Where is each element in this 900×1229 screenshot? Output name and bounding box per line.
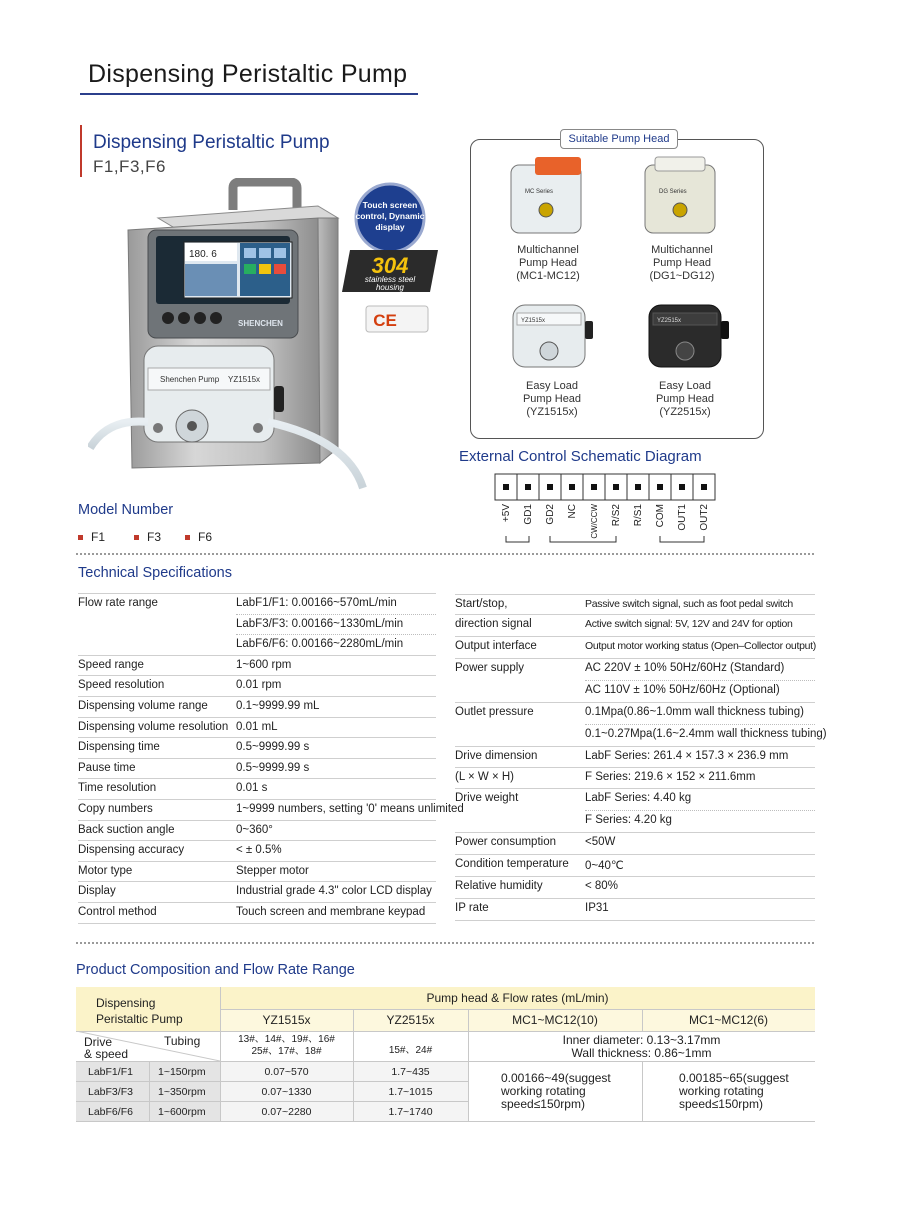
lcd-reading: 180. 6 [189, 249, 217, 260]
table-row-yz1515x: 0.07~1330 [261, 1086, 312, 1098]
spec-label: Drive weight [455, 792, 519, 804]
table-row-yz1515x: 0.07~570 [264, 1066, 309, 1078]
svg-text:YZ1515x: YZ1515x [521, 318, 546, 324]
table-row-drive: LabF1/F1 [88, 1066, 133, 1078]
row-divider [455, 658, 815, 659]
spec-label: Dispensing time [78, 741, 160, 754]
pin-label: R/S1 [633, 504, 644, 527]
model-item: F6 [185, 530, 212, 544]
spec-value: 1~600 rpm [236, 658, 292, 671]
row-divider [455, 767, 815, 768]
pin-label: OUT1 [677, 504, 688, 531]
tubing-label: Tubing [164, 1034, 201, 1048]
spec-value: 0~40℃ [585, 860, 624, 872]
spec-label: Output interface [455, 640, 537, 652]
pin-label: GD1 [523, 504, 534, 525]
spec-label: Dispensing volume range [78, 700, 208, 712]
spec-label: Condition temperature [455, 858, 569, 870]
product-models: F1,F3,F6 [93, 157, 166, 176]
tubing-mc: Inner diameter: 0.13~3.17mm Wall thickness: 0.86~1mm [562, 1033, 721, 1060]
spec-value: Passive switch signal, such as foot pedal switch [585, 598, 793, 610]
spec-value: Output motor working status (Open–Collector output) [585, 640, 816, 652]
table-row-yz2515x: 1.7~1740 [388, 1106, 433, 1118]
spec-value: < 80% [585, 880, 618, 892]
pin-label: GD2 [545, 504, 556, 525]
divider [76, 942, 814, 944]
page-title: Dispensing Peristaltic Pump [88, 60, 408, 88]
svg-text:housing: housing [375, 283, 405, 292]
yz2515x-pump-head-caption: Easy Load Pump Head (YZ2515x) [655, 380, 715, 418]
spec-value: 0.01 rpm [236, 679, 282, 692]
table-row-yz1515x: 0.07~2280 [261, 1106, 312, 1118]
pump-head-model: YZ1515x [228, 375, 261, 384]
row-divider [455, 614, 815, 615]
table-row-drive: LabF6/F6 [88, 1106, 133, 1118]
head-mc10: MC1~MC12(10) [512, 1013, 598, 1027]
row-divider [455, 594, 815, 595]
row-divider [455, 876, 815, 877]
spec-value: 0.01 s [236, 782, 268, 795]
tubing-yz1515x: 13#、14#、19#、16# 25#、17#、18# [238, 1034, 335, 1057]
corner-header: Dispensing Peristaltic Pump [96, 996, 183, 1026]
spec-label: Copy numbers [78, 803, 153, 815]
svg-text:Touch screen: Touch screen [362, 200, 418, 210]
yz1515x-pump-head-caption: Easy Load Pump Head (YZ1515x) [522, 380, 582, 418]
product-title: Dispensing Peristaltic Pump [93, 132, 330, 153]
brand-logo: SHENCHEN [238, 319, 283, 328]
suitable-pump-head-title: Suitable Pump Head [560, 129, 678, 149]
spec-label: (L × W × H) [455, 771, 514, 783]
head-yz2515x: YZ2515x [386, 1013, 435, 1027]
spec-value: < ± 0.5% [236, 844, 282, 857]
spec-value: AC 220V ± 10% 50Hz/60Hz (Standard) [585, 662, 785, 674]
spec-label: Outlet pressure [455, 706, 534, 718]
pin-label: OUT2 [699, 504, 710, 531]
row-divider [455, 636, 815, 637]
table-row-yz2515x: 1.7~435 [391, 1066, 430, 1078]
row-divider [585, 724, 815, 725]
svg-text:control, Dynamic: control, Dynamic [355, 211, 425, 221]
spec-value: 0.1Mpa(0.86~1.0mm wall thickness tubing) [585, 706, 804, 718]
row-divider [455, 854, 815, 855]
spec-value: 0.5~9999.99 s [236, 761, 310, 774]
spec-label: Dispensing accuracy [78, 844, 185, 857]
row-divider [585, 680, 815, 681]
spec-label: Drive dimension [455, 750, 538, 762]
drive-speed-label: Drive & speed [84, 1035, 129, 1061]
mc-pump-head-caption: Multichannel Pump Head (MC1-MC12) [516, 244, 580, 282]
dg-pump-head-caption: Multichannel Pump Head (DG1~DG12) [649, 244, 715, 282]
table-row-yz2515x: 1.7~1015 [388, 1086, 433, 1098]
spec-value: Stepper motor [236, 864, 309, 877]
spec-label: Power consumption [455, 836, 556, 848]
spec-label: Time resolution [78, 782, 157, 795]
spec-value: Touch screen and membrane keypad [236, 906, 426, 918]
spec-label: Relative humidity [455, 880, 543, 892]
spec-label: Control method [78, 906, 157, 918]
spec-value: Active switch signal: 5V, 12V and 24V for option [585, 618, 793, 630]
external-control-title: External Control Schematic Diagram [459, 448, 702, 465]
spec-label: Flow rate range [78, 597, 158, 609]
pin-label: COM [655, 504, 666, 528]
pump-head-label: Shenchen Pump [160, 375, 220, 384]
spec-label: Power supply [455, 662, 525, 674]
pin-label: NC [567, 504, 578, 519]
spec-label: direction signal [455, 618, 532, 630]
spec-value: F Series: 219.6 × 152 × 211.6mm [585, 771, 756, 783]
tubing-yz2515x: 15#、24# [388, 1045, 433, 1056]
svg-text:YZ2515x: YZ2515x [657, 318, 682, 324]
row-divider [455, 920, 815, 921]
spec-value: LabF1/F1: 0.00166~570mL/min [236, 597, 397, 609]
pin-label: CW/CCW [590, 504, 599, 539]
spec-label: Speed range [78, 658, 144, 671]
svg-text:CE: CE [373, 311, 397, 330]
spec-value: 0~360° [236, 823, 273, 836]
spec-label: Back suction angle [78, 823, 175, 836]
spec-value: 0.5~9999.99 s [236, 741, 310, 754]
spec-label: IP rate [455, 902, 489, 914]
spec-value: AC 110V ± 10% 50Hz/60Hz (Optional) [585, 684, 780, 696]
svg-text:stainless steel: stainless steel [364, 275, 416, 284]
spec-value: LabF6/F6: 0.00166~2280mL/min [236, 638, 404, 651]
group-header: Pump head & Flow rates (mL/min) [426, 991, 609, 1005]
row-divider [455, 832, 815, 833]
spec-label: Start/stop, [455, 598, 508, 610]
spec-value: Industrial grade 4.3" color LCD display [236, 885, 432, 898]
spec-value: LabF3/F3: 0.00166~1330mL/min [236, 617, 404, 630]
spec-value: <50W [585, 836, 616, 848]
svg-text:MC Series: MC Series [525, 189, 554, 195]
table-row-speed: 1~150rpm [158, 1066, 206, 1078]
model-number-title: Model Number [78, 502, 174, 518]
head-yz1515x: YZ1515x [262, 1013, 311, 1027]
spec-label: Dispensing volume resolution [78, 720, 229, 733]
svg-text:display: display [375, 222, 405, 232]
composition-table [76, 987, 815, 1122]
spec-value: LabF Series: 4.40 kg [585, 792, 692, 804]
mc6-flow-note: 0.00185~65(suggest working rotating speed≤150rpm) [679, 1071, 789, 1111]
row-divider [585, 810, 815, 811]
spec-value: LabF Series: 261.4 × 157.3 × 236.9 mm [585, 750, 789, 762]
spec-label: Pause time [78, 761, 136, 774]
row-divider [455, 898, 815, 899]
spec-label: Display [78, 885, 116, 898]
spec-value: 1~9999 numbers, setting '0' means unlimited [236, 803, 464, 815]
technical-specs-title: Technical Specifications [78, 565, 232, 581]
row-divider [455, 702, 815, 703]
mc10-flow-note: 0.00166~49(suggest working rotating speed≤150rpm) [501, 1071, 611, 1111]
composition-title: Product Composition and Flow Rate Range [76, 962, 355, 978]
spec-value: IP31 [585, 902, 609, 914]
table-row-speed: 1~350rpm [158, 1086, 206, 1098]
model-item: F3 [134, 530, 161, 544]
table-row-drive: LabF3/F3 [88, 1086, 133, 1098]
svg-text:304: 304 [371, 253, 409, 278]
spec-value: 0.1~9999.99 mL [236, 700, 320, 712]
spec-label: Motor type [78, 864, 133, 877]
spec-value: 0.01 mL [236, 720, 278, 733]
row-divider [455, 746, 815, 747]
model-item: F1 [78, 530, 105, 544]
pin-label: R/S2 [611, 504, 622, 527]
pin-label: +5V [501, 504, 512, 523]
table-row-speed: 1~600rpm [158, 1106, 206, 1118]
svg-text:DG Series: DG Series [659, 189, 687, 195]
spec-value: F Series: 4.20 kg [585, 814, 672, 826]
head-mc6: MC1~MC12(6) [688, 1013, 769, 1027]
spec-value: 0.1~0.27Mpa(1.6~2.4mm wall thickness tubing) [585, 728, 827, 740]
spec-label: Speed resolution [78, 679, 165, 692]
row-divider [455, 788, 815, 789]
